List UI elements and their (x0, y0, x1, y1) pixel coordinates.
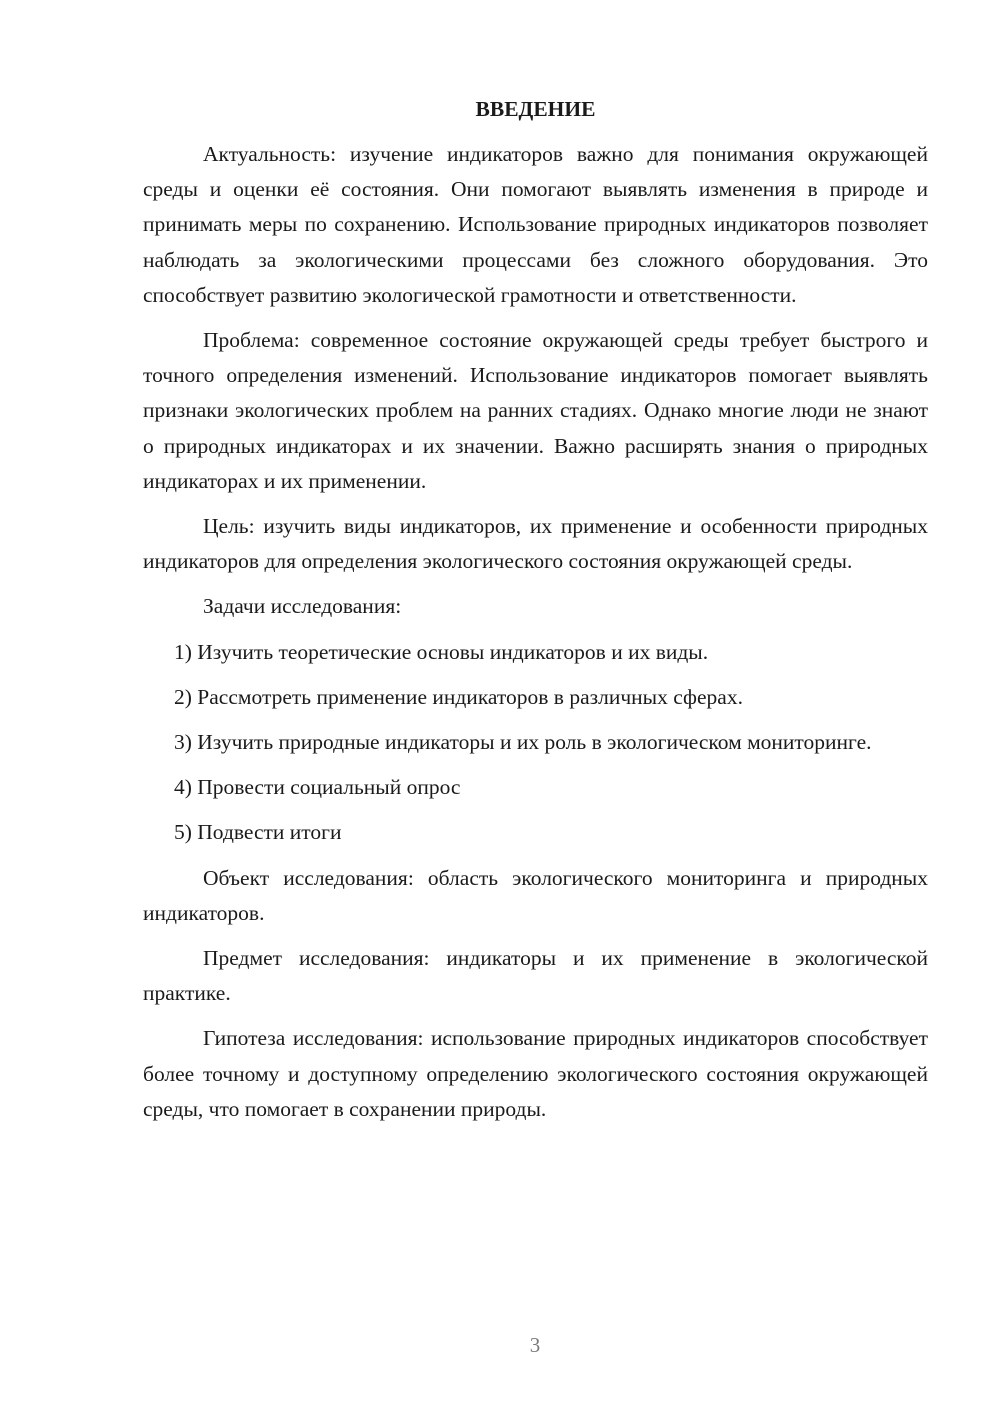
task-item-5: 5) Подвести итоги (174, 820, 342, 845)
paragraph-relevance: Актуальность: изучение индикаторов важно для понимания окружающей среды и оценки её состояния. Они помогают выявлять изменения в природе и принимать меры по сохранению. Использование природных индикаторов позволяет наблюдать за экологическими процессами без сложного оборудования. Это способствует развитию экологической грамотности и ответственности. (143, 142, 928, 307)
paragraph-problem: Проблема: современное состояние окружающей среды требует быстрого и точного определения изменений. Использование индикаторов помогает выявлять признаки экологических проблем на ранних стадиях. Однако многие люди не знают о природных индикаторах и их значении. Важно расширять знания о природных индикаторах и их применении. (143, 328, 928, 493)
task-item-3: 3) Изучить природные индикаторы и их роль в экологическом мониторинге. (174, 730, 872, 755)
paragraph-goal: Цель: изучить виды индикаторов, их применение и особенности природных индикаторов для определения экологического состояния окружающей среды. (143, 514, 928, 574)
document-page (143, 92, 928, 1137)
page-title: ВВЕДЕНИЕ (475, 97, 596, 121)
page-number: 3 (529, 1333, 541, 1357)
paragraph-subject: Предмет исследования: индикаторы и их применение в экологической практике. (143, 946, 928, 1006)
task-item-2: 2) Рассмотреть применение индикаторов в различных сферах. (174, 684, 743, 709)
task-item-1: 1) Изучить теоретические основы индикаторов и их виды. (174, 639, 709, 664)
task-item-4: 4) Провести социальный опрос (174, 775, 461, 800)
tasks-heading: Задачи исследования: (203, 594, 402, 619)
paragraph-hypothesis: Гипотеза исследования: использование природных индикаторов способствует более точному и доступному определению экологического состояния окружающей среды, что помогает в сохранении природы. (143, 1026, 928, 1121)
paragraph-object: Объект исследования: область экологического мониторинга и природных индикаторов. (143, 865, 928, 925)
